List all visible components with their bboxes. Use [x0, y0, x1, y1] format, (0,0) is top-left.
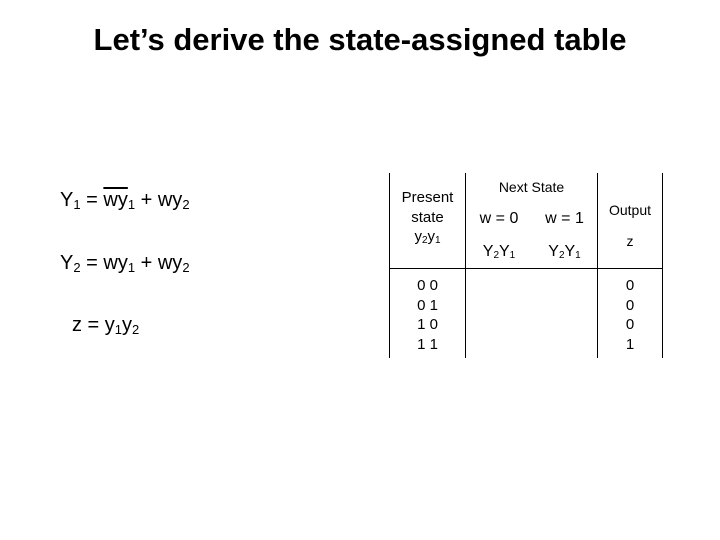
table-right-border	[662, 173, 663, 358]
eq-y1-lhs: Y	[60, 189, 74, 211]
table-row-output: 1	[625, 335, 635, 353]
w0-next-var: $Y_2Y_1$	[482, 243, 516, 261]
table-row-output: 0	[625, 316, 635, 333]
slide-title: Let’s derive the state-assigned table	[93, 22, 627, 57]
output-var: z	[626, 233, 634, 249]
w0-header: w = 0	[479, 210, 519, 227]
eq-z-lhs: z = y	[72, 314, 115, 336]
eq-y2-term1-sub: 1	[127, 260, 136, 275]
eq-y1-term1: $\overline{wy}$	[103, 189, 128, 211]
output-header: Output	[608, 202, 652, 218]
table-header-separator	[389, 268, 663, 269]
table-divider-present	[465, 173, 466, 358]
table-row-state: 1 1	[417, 335, 438, 353]
table-row-output: 0	[625, 296, 635, 314]
equation-y1	[60, 188, 190, 212]
table-row-state: 0 1	[417, 296, 438, 314]
eq-y2-eq: = wy	[80, 252, 128, 274]
present-state-column	[390, 276, 465, 354]
eq-z-sub1: 1	[114, 322, 123, 337]
eq-y1-lhs-sub: 1	[73, 197, 81, 212]
equation-z	[72, 313, 139, 337]
eq-y1-term2-sub: 2	[182, 197, 190, 212]
eq-z-sub2: 2	[132, 322, 140, 337]
eq-y2-term2-sub: 2	[182, 260, 190, 275]
present-state-header	[390, 188, 465, 247]
present-var: $y_2y_1$	[414, 228, 441, 246]
present-label-line2: state	[411, 208, 444, 226]
table-row-state: 1 0	[417, 316, 438, 333]
present-label-line1: Present	[401, 189, 454, 206]
output-column	[598, 276, 662, 354]
eq-y2-lhs-sub: 2	[73, 260, 81, 275]
eq-z-mid: y	[122, 314, 133, 336]
eq-y2-lhs: Y	[60, 252, 74, 274]
w1-header: w = 1	[545, 210, 584, 227]
eq-y1-plus: + wy	[135, 189, 183, 211]
next-state-header: Next State	[498, 179, 565, 195]
equation-y2	[60, 251, 190, 275]
table-row-output: 0	[625, 277, 635, 294]
eq-y1-term1-sub: 1	[127, 197, 136, 212]
table-row-state: 0 0	[417, 277, 438, 294]
eq-y2-plus: + wy	[135, 252, 183, 274]
eq-y1-eq: =	[80, 189, 104, 211]
w1-next-var: $Y_2Y_1$	[548, 243, 581, 261]
